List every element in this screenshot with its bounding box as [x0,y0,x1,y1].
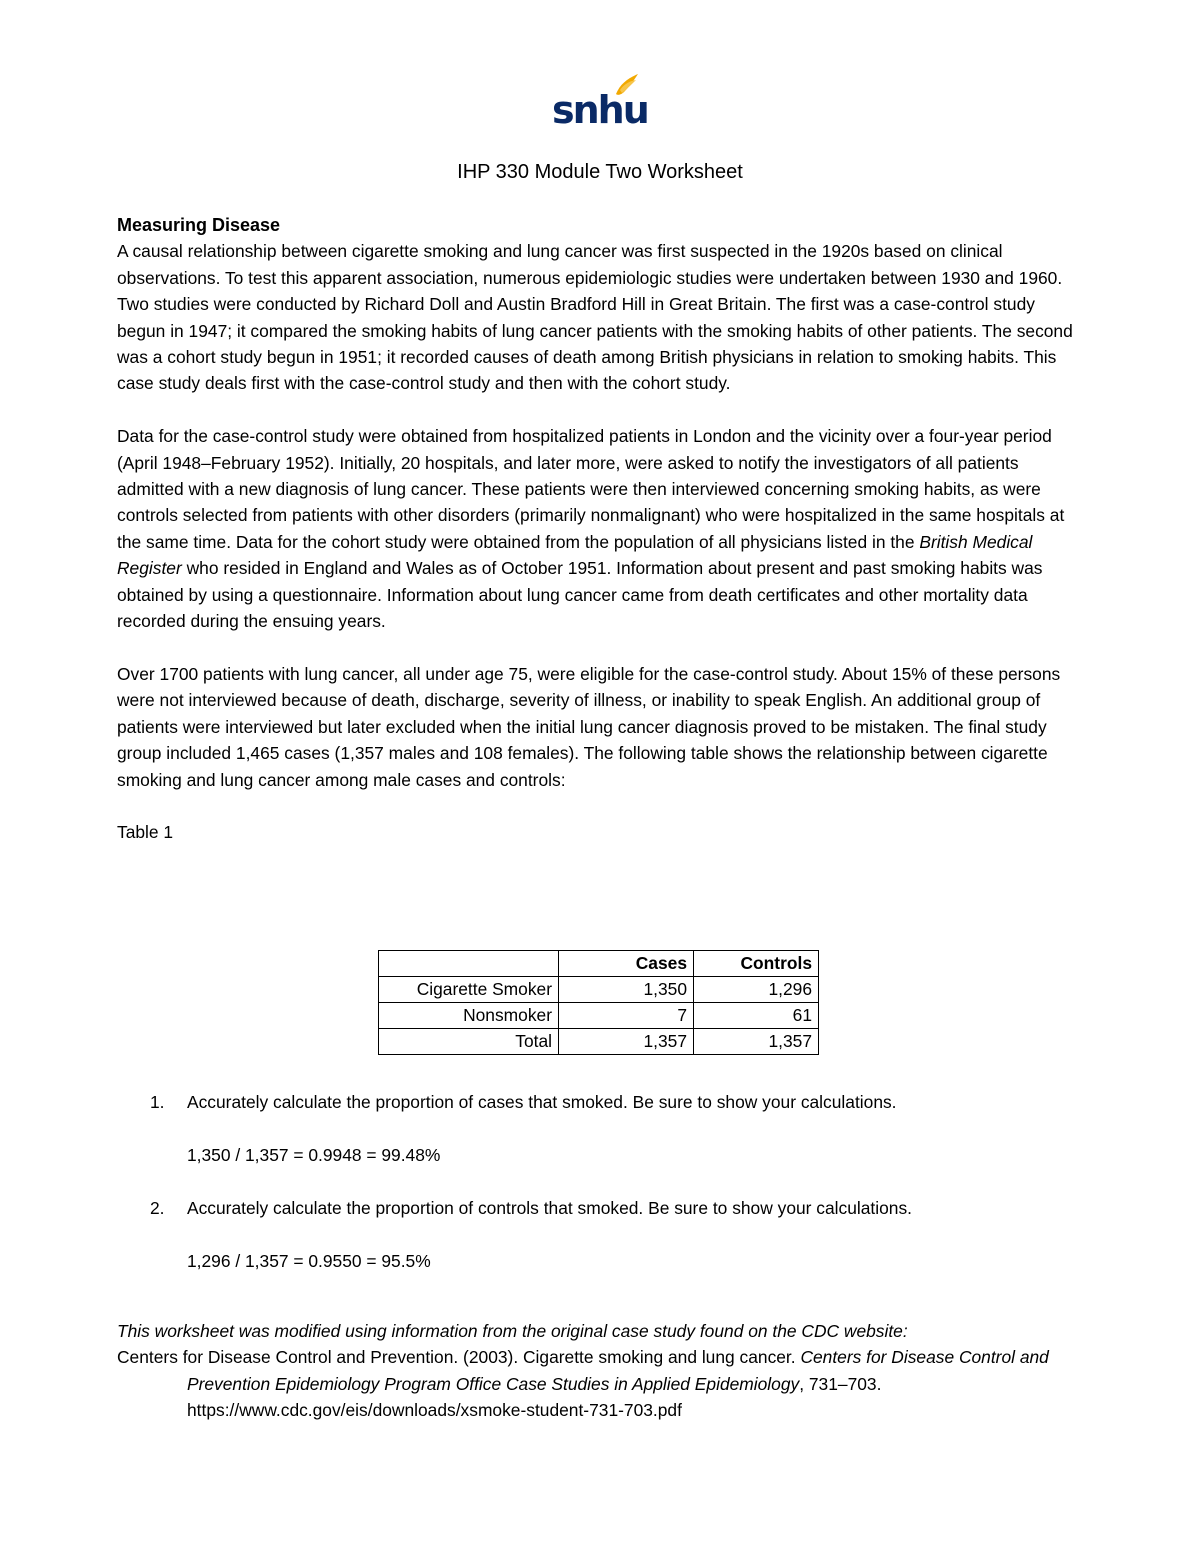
reference-text: Centers for Disease Control and Prevention. (2003). Cigarette smoking and lung cancer. [117,1347,801,1368]
table-cell: 1,350 [559,977,694,1003]
source-note: This worksheet was modified using information from the original case study found on the CDC website: [117,1321,908,1341]
table-cell: 1,357 [559,1029,694,1055]
section-heading: Measuring Disease [117,215,281,235]
reference-journal: Centers for Disease Control and Prevention Epidemiology Program Office Case Studies in Applied Epidemiology [187,1347,1049,1394]
paragraph-data-sources [117,423,1083,634]
paragraph-text: Data for the case-control study were obtained from hospitalized patients in London and the vicinity over a four-year period (April 1948–February 1952). Initially, 20 hospitals, and later more, were asked to notify the investigators of all patients admitted with a new diagnosis of lung cancer. These patients were then interviewed concerning smoking habits, as were controls selected from patients with other disorders (primarily nonmalignant) who were hospitalized in the same hospitals at the same time. Data for the cohort study were obtained from the population of all physicians listed in the [117,426,1065,552]
table-header [379,951,559,977]
question-text: Accurately calculate the proportion of cases that smoked. Be sure to show your calculations. [187,1092,897,1112]
table-label: Table 1 [117,822,174,843]
table-cell: Nonsmoker [379,1003,559,1029]
paragraph-intro: A causal relationship between cigarette smoking and lung cancer was first suspected in the 1920s based on clinical observations. To test this apparent association, numerous epidemiologic studies were undertaken between 1930 and 1960. Two studies were conducted by Richard Doll and Austin Bradford Hill in Great Britain. The first was a case-control study begun in 1947; it compared the smoking habits of lung cancer patients with the smoking habits of other patients. The second was a cohort study begun in 1951; it recorded causes of death among British physicians in relation to smoking habits. This case study deals first with the case-control study and then with the cohort study. [117,241,1073,394]
table-header: Controls [694,951,819,977]
reference-text: , 731–703. [799,1373,882,1394]
table-header: Cases [559,951,694,977]
question-text: Accurately calculate the proportion of controls that smoked. Be sure to show your calculations. [187,1198,912,1218]
table-cell: 61 [694,1003,819,1029]
table-row [379,1029,819,1055]
table-header-row [379,951,819,977]
register-title: British Medical Register [117,531,1033,579]
page-title: IHP 330 Module Two Worksheet [457,161,743,183]
table-cell: 1,357 [694,1029,819,1055]
table-cell: 1,296 [694,977,819,1003]
answer-2: 1,296 / 1,357 = 0.9550 = 95.5% [187,1251,431,1271]
question-number: 2. [150,1198,165,1218]
table-row [379,1003,819,1029]
table-row [379,977,819,1003]
table-cell: Total [379,1029,559,1055]
answer-1: 1,350 / 1,357 = 0.9948 = 99.48% [187,1145,441,1165]
reference-url[interactable]: https://www.cdc.gov/eis/downloads/xsmoke-student-731-703.pdf [187,1400,682,1421]
paragraph-text: who resided in England and Wales as of October 1951. Information about present and past smoking habits was obtained by using a questionnaire. Information about lung cancer came from death certificates and other mortality data recorded during the ensuing years. [117,558,1043,632]
data-table-wrapper [378,950,819,1055]
question-number: 1. [150,1092,165,1112]
data-table [378,950,819,1055]
paragraph-study-group: Over 1700 patients with lung cancer, all under age 75, were eligible for the case-control study. About 15% of these persons were not interviewed because of death, discharge, severity of illness, or inability to speak English. An additional group of patients were interviewed but later excluded when the initial lung cancer diagnosis proved to be mistaken. The final study group included 1,465 cases (1,357 males and 108 females). The following table shows the relationship between cigarette smoking and lung cancer among male cases and controls: [117,663,1061,790]
table-cell: Cigarette Smoker [379,977,559,1003]
table-cell: 7 [559,1003,694,1029]
logo-text: snhu [552,88,648,132]
source-citation [117,1318,1097,1424]
snhu-logo [552,72,648,134]
reference [117,1344,1097,1423]
body-text [117,212,1083,846]
